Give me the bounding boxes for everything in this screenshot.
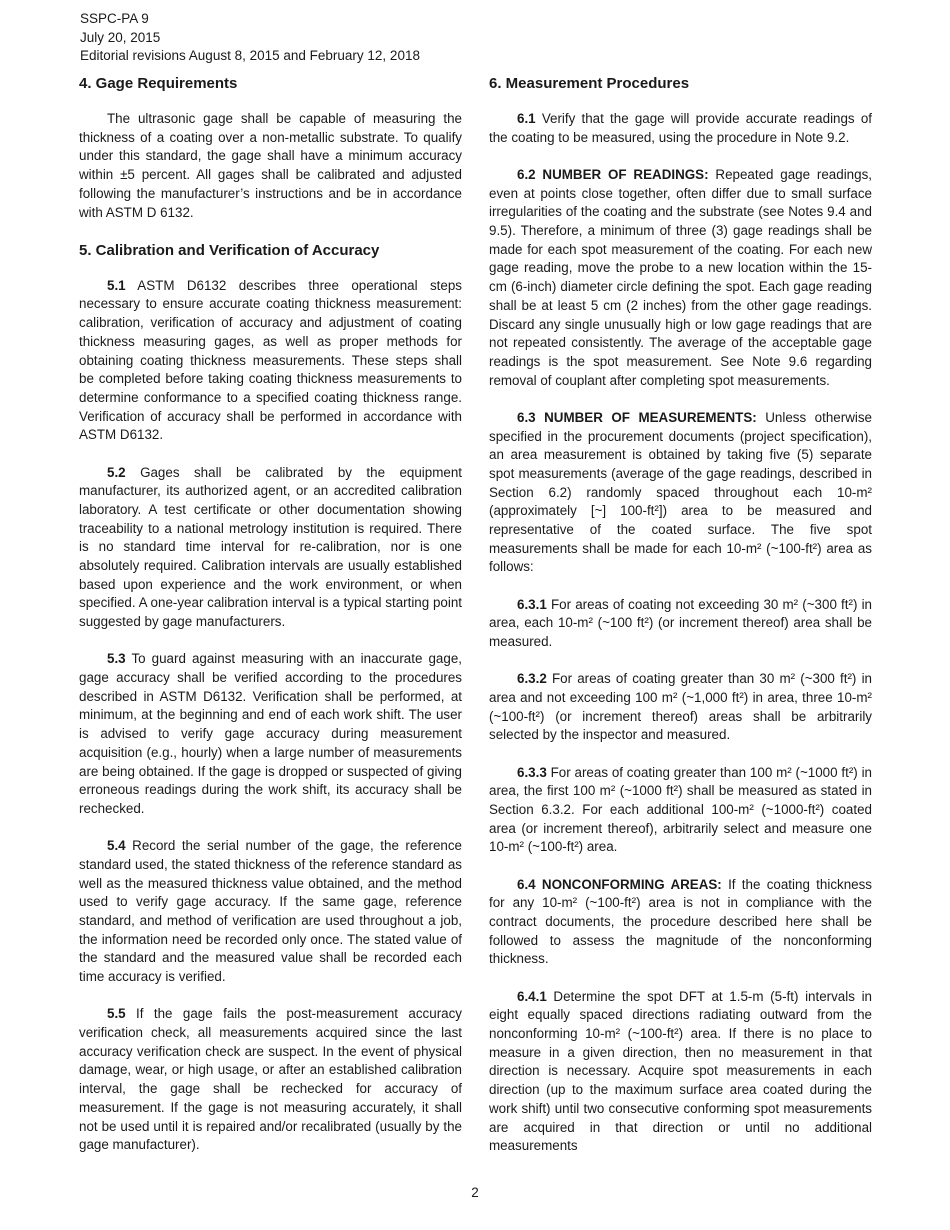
- paragraph-5-3: [79, 650, 462, 818]
- left-column: [79, 74, 462, 1173]
- paragraph-5-3-label: 5.3: [107, 651, 126, 667]
- paragraph-5-5-text: If the gage fails the post-measurement accuracy verification check, all measurements acquired since the last accuracy verification check are suspect. In the event of physical damage, wear, or high usage, or after an established calibration interval, the gage shall be rechecked for accuracy of measurement. If the gage is not measuring accurately, it shall not be used until it is repaired and/or recalibrated (usually by the gage manufacturer).: [79, 1006, 462, 1153]
- paragraph-6-3-2: [489, 670, 872, 745]
- revision-note: Editorial revisions August 8, 2015 and February 12, 2018: [80, 48, 420, 63]
- paragraph-6-3: [489, 409, 872, 577]
- paragraph-5-4: [79, 837, 462, 987]
- paragraph-5-1-label: 5.1: [107, 277, 126, 293]
- paragraph-5-5: [79, 1005, 462, 1155]
- paragraph-6-3-1: [489, 596, 872, 652]
- paragraph-6-2: [489, 166, 872, 390]
- paragraph-5-2-text: Gages shall be calibrated by the equipment manufacturer, its authorized agent, or an accredited calibration laboratory. A test certificate or other documentation showing traceability to a national metrology institution is required. There is no standard time interval for re-calibration, nor is one absolutely required. Calibration intervals are usually established based upon experience and the work environment, or when specified. A one-year calibration interval is a typical starting point suggested by gage manufacturers.: [79, 464, 462, 630]
- page-number: 2: [471, 1185, 479, 1200]
- section-6-heading: 6. Measurement Procedures: [489, 75, 690, 92]
- paragraph-6-4-1-label: 6.4.1: [517, 988, 547, 1004]
- paragraph-6-3-2-text: For areas of coating greater than 30 m² (~300 ft²) in area and not exceeding 100 m² (~1,000 ft²) in area, three 10-m² (~100-ft²) (or increment thereof) areas shall be arbitrarily selected by the inspector and measured.: [489, 671, 872, 743]
- document-id: SSPC-PA 9: [80, 11, 149, 26]
- paragraph-5-5-label: 5.5: [107, 1006, 126, 1022]
- paragraph-6-2-label: 6.2 NUMBER OF READINGS:: [517, 166, 709, 182]
- paragraph-6-2-text: Repeated gage readings, even at points close together, often differ due to small surface irregularities of the coating and the substrate (see Notes 9.4 and 9.5). Therefore, a minimum of three (3) gage readings shall be made for each spot measurement of the coating. For each new gage reading, move the probe to a new location within the 15-cm (6-inch) diameter circle defining the spot. Each gage reading shall be at least 5 cm (2 inches) from the other gage readings. Discard any single unusually high or low gage readings that are not repeated consistently. The average of the acceptable gage readings is the spot measurement. See Note 9.6 regarding removal of couplant after completing spot measurements.: [489, 166, 872, 388]
- paragraph-6-4: [489, 876, 872, 970]
- paragraph-6-3-3: [489, 764, 872, 858]
- paragraph-5-4-label: 5.4: [107, 838, 126, 854]
- paragraph-6-4-text: If the coating thickness for any 10-m² (~100-ft²) area is not in compliance with the contract documents, the procedure described here shall be followed to assess the magnitude of the nonconforming thickness.: [489, 876, 872, 967]
- paragraph-6-3-3-label: 6.3.3: [517, 764, 547, 780]
- section-4-paragraph: The ultrasonic gage shall be capable of measuring the thickness of a coating over a non-metallic substrate. To qualify under this standard, the gage shall have a minimum accuracy within ±5 percent. All gages shall be calibrated and adjusted following the manufacturer’s instructions and be in accordance with ASTM D 6132.: [79, 111, 462, 220]
- right-column: [489, 74, 872, 1174]
- section-4-heading: 4. Gage Requirements: [79, 75, 238, 92]
- paragraph-6-3-1-label: 6.3.1: [517, 596, 547, 612]
- paragraph-6-3-3-text: For areas of coating greater than 100 m² (~1000 ft²) in area, the first 100 m² (~1000 ft²) shall be measured as stated in Section 6.3.2. For each additional 100-m² (~1000-ft²) coated area (or increment thereof), arbitrarily select and measure one 10-m² (~100-ft²) area.: [489, 764, 872, 855]
- paragraph-6-1: [489, 110, 872, 147]
- paragraph-5-3-text: To guard against measuring with an inaccurate gage, gage accuracy shall be verified according to the procedures described in ASTM D6132. Verification shall be performed, at minimum, at the beginning and end of each work shift. The user is advised to verify gage accuracy during measurement acquisition (e.g., hourly) when a large number of measurements are being obtained. If the gage is dropped or suspected of giving erroneous readings during the work shift, its accuracy shall be rechecked.: [79, 651, 462, 816]
- paragraph-6-3-text: Unless otherwise specified in the procurement documents (project specification), an area measurement is obtained by taking five (5) separate spot measurements (average of the gage readings, described in Section 6.2) randomly spaced throughout each 10-m² (approximately [~] 100-ft²]) area to be measured and representative of the coated surface. The five spot measurements shall be made for each 10-m² (~100-ft²) area as follows:: [489, 409, 872, 575]
- paragraph-5-2-label: 5.2: [107, 464, 126, 480]
- paragraph-6-4-1-text: Determine the spot DFT at 1.5-m (5-ft) intervals in eight equally spaced directions radiating outward from the nonconforming 10-m² (~100-ft²) area. If there is no place to measure in a given direction, then no measurement in that direction is necessary. Acquire spot measurements in each direction (up to the maximum surface area coated during the work shift) until two consecutive conforming spot measurements are acquired in that direction or until no additional measurements: [489, 988, 872, 1154]
- paragraph-5-1: [79, 277, 462, 445]
- paragraph-5-4-text: Record the serial number of the gage, the reference standard used, the stated thickness of the reference standard as well as the measured thickness value obtained, and the method used to verify gage accuracy. If the same gage, reference standard, and method of verification are used throughout a job, the information need be recorded only once. The stated value of the standard and the measured value shall be recorded each time accuracy is verified.: [79, 838, 462, 985]
- paragraph-6-1-label: 6.1: [517, 111, 536, 126]
- document-date: July 20, 2015: [80, 29, 161, 45]
- paragraph-5-2: [79, 464, 462, 632]
- paragraph-6-3-2-label: 6.3.2: [517, 671, 547, 687]
- paragraph-6-1-text: Verify that the gage will provide accurate readings of the coating to be measured, using the procedure in Note 9.2.: [489, 111, 872, 145]
- paragraph-6-4-label: 6.4 NONCONFORMING AREAS:: [517, 876, 722, 892]
- paragraph-6-4-1: [489, 988, 872, 1156]
- paragraph-6-3-label: 6.3 NUMBER OF MEASUREMENTS:: [517, 409, 757, 425]
- section-5-heading: 5. Calibration and Verification of Accuracy: [79, 241, 380, 259]
- paragraph-6-3-1-text: For areas of coating not exceeding 30 m² (~300 ft²) in area, each 10-m² (~100 ft²) (or increment thereof) area shall be measured.: [489, 596, 872, 650]
- paragraph-5-1-text: ASTM D6132 describes three operational steps necessary to ensure accurate coating thickness measurement: calibration, verification of accuracy and adjustment of coating thickness measuring gages, as well as proper methods for obtaining coating thickness measurements. These steps shall be completed before taking coating thickness measurements to determine conformance to a specified coating thickness range. Verification of accuracy shall be performed in accordance with ASTM D6132.: [79, 277, 462, 443]
- page-header: [80, 10, 420, 66]
